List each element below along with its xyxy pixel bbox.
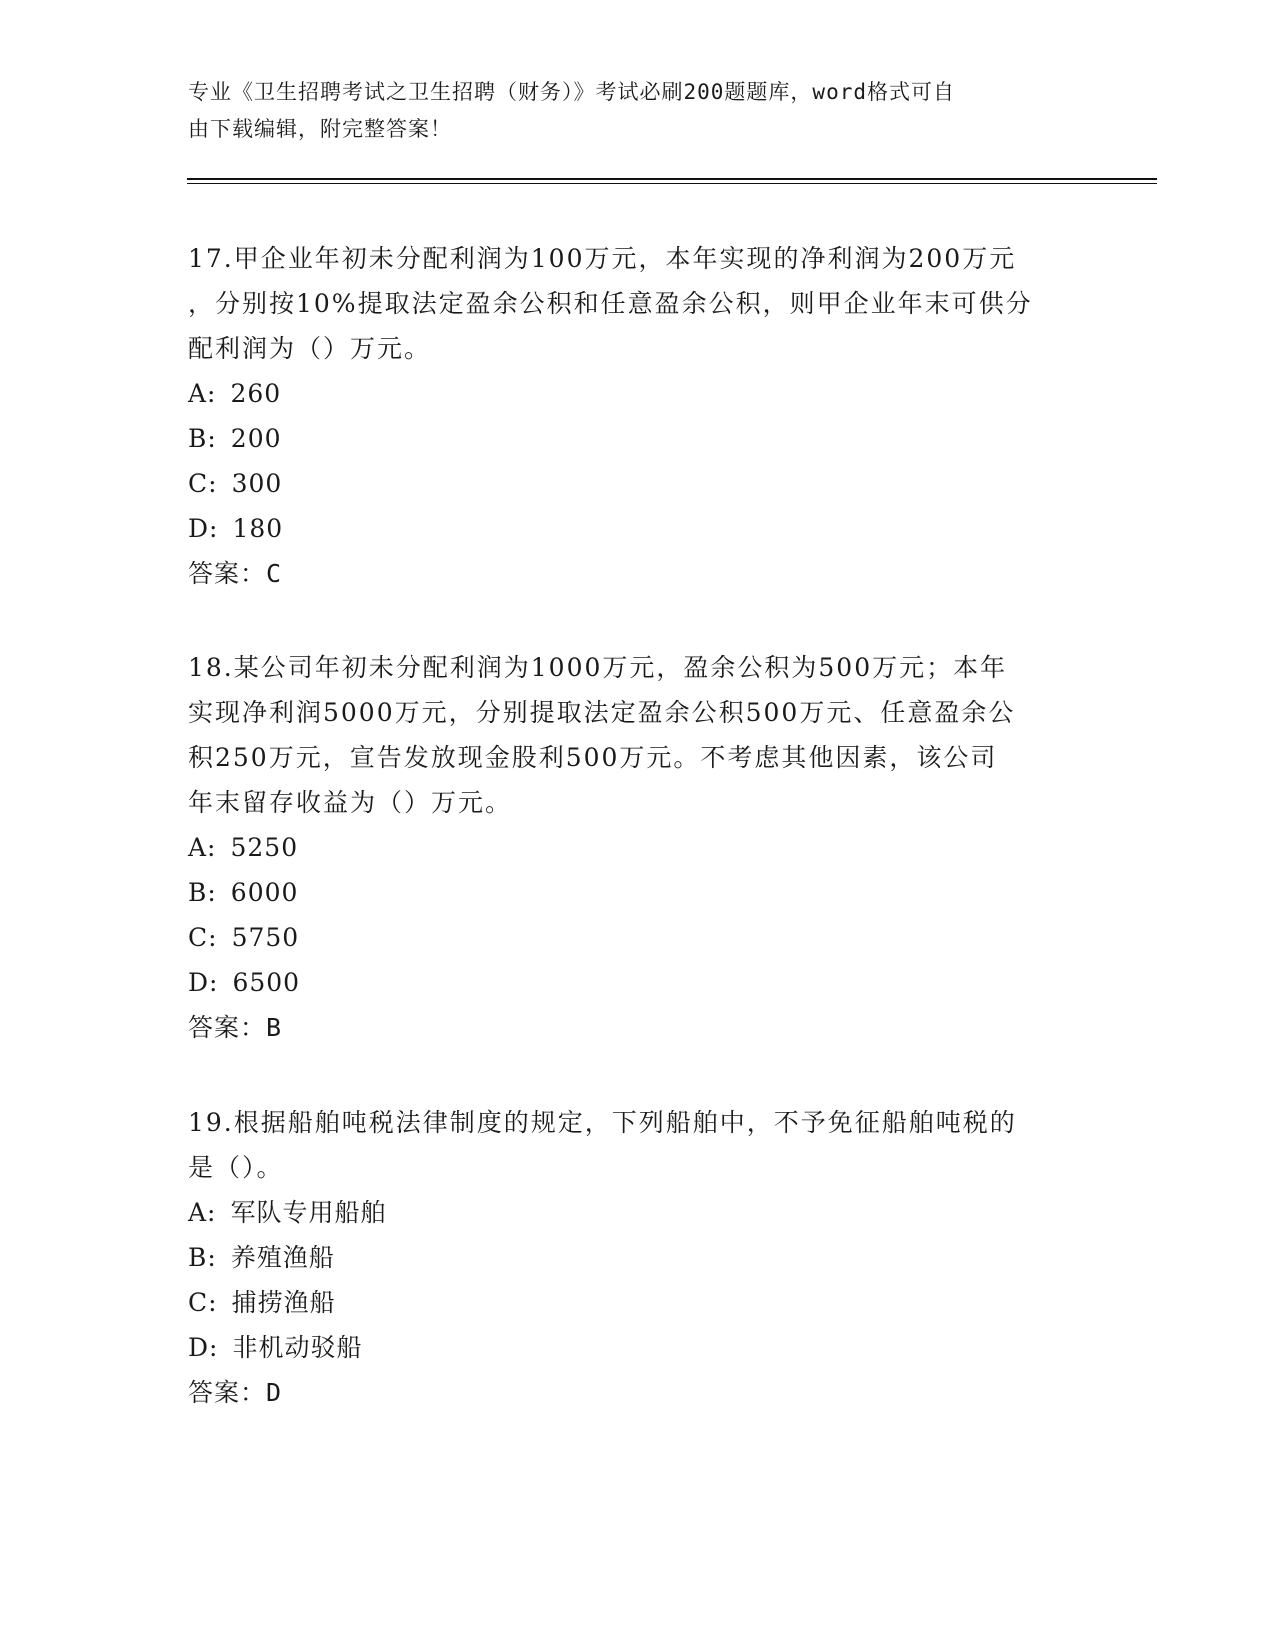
stem-line: 配利润为（）万元。 xyxy=(188,334,432,363)
option-list xyxy=(188,825,1088,1005)
stem-line: 是（）。 xyxy=(188,1153,284,1182)
answer-line: 答案：D xyxy=(188,1378,283,1407)
answer-line: 答案：C xyxy=(188,559,283,588)
option-b xyxy=(188,416,1088,461)
option-c xyxy=(188,915,1088,960)
option-b xyxy=(188,870,1088,915)
option-c xyxy=(188,461,1088,506)
option-text: 200 xyxy=(230,424,282,453)
option-letter: B: xyxy=(188,424,217,453)
option-text: 5750 xyxy=(231,923,300,952)
option-letter: C: xyxy=(188,1288,218,1317)
stem-line: 实现净利润5000万元，分别提取法定盈余公积500万元、任意盈余公 xyxy=(188,698,1016,727)
option-text: 捕捞渔船 xyxy=(231,1288,336,1317)
option-text: 6500 xyxy=(232,968,301,997)
stem-line: ，分别按10%提取法定盈余公积和任意盈余公积，则甲企业年末可供分 xyxy=(188,289,1033,318)
option-letter: D: xyxy=(188,1333,219,1362)
question-stem xyxy=(188,1100,1088,1190)
page-header xyxy=(188,74,1088,148)
option-letter: A: xyxy=(188,379,217,408)
option-text: 260 xyxy=(230,379,282,408)
option-letter: C: xyxy=(188,469,218,498)
question-19 xyxy=(188,1100,1088,1415)
stem-line: 17.甲企业年初未分配利润为100万元，本年实现的净利润为200万元 xyxy=(188,244,1017,273)
option-d xyxy=(188,960,1088,1005)
option-text: 180 xyxy=(232,514,284,543)
option-a xyxy=(188,825,1088,870)
question-stem xyxy=(188,236,1088,371)
option-a xyxy=(188,371,1088,416)
question-stem xyxy=(188,645,1088,825)
option-letter: C: xyxy=(188,923,218,952)
option-b xyxy=(188,1235,1088,1280)
option-letter: D: xyxy=(188,968,219,997)
option-text: 6000 xyxy=(230,878,299,907)
header-line-2: 由下载编辑，附完整答案！ xyxy=(188,117,452,141)
question-18 xyxy=(188,645,1088,1050)
option-text: 养殖渔船 xyxy=(230,1243,335,1272)
header-divider-thick xyxy=(187,178,1157,180)
question-17 xyxy=(188,236,1088,596)
header-divider-thin xyxy=(187,183,1157,184)
option-c xyxy=(188,1280,1088,1325)
option-text: 非机动驳船 xyxy=(232,1333,363,1362)
option-d xyxy=(188,1325,1088,1370)
header-line-1: 专业《卫生招聘考试之卫生招聘（财务）》考试必刷200题题库，word格式可自 xyxy=(188,80,955,104)
stem-line: 积250万元，宣告发放现金股利500万元。不考虑其他因素，该公司 xyxy=(188,743,998,772)
option-list xyxy=(188,1190,1088,1370)
option-text: 300 xyxy=(231,469,283,498)
answer-line: 答案：B xyxy=(188,1013,283,1042)
option-list xyxy=(188,371,1088,551)
stem-line: 年末留存收益为（）万元。 xyxy=(188,788,513,817)
option-letter: A: xyxy=(188,1198,217,1227)
option-letter: D: xyxy=(188,514,219,543)
option-a xyxy=(188,1190,1088,1235)
option-text: 5250 xyxy=(230,833,299,862)
option-letter: B: xyxy=(188,1243,217,1272)
stem-line: 19.根据船舶吨税法律制度的规定，下列船舶中，不予免征船舶吨税的 xyxy=(188,1108,1017,1137)
option-letter: A: xyxy=(188,833,217,862)
option-text: 军队专用船舶 xyxy=(230,1198,387,1227)
stem-line: 18.某公司年初未分配利润为1000万元，盈余公积为500万元；本年 xyxy=(188,653,1008,682)
option-letter: B: xyxy=(188,878,217,907)
option-d xyxy=(188,506,1088,551)
